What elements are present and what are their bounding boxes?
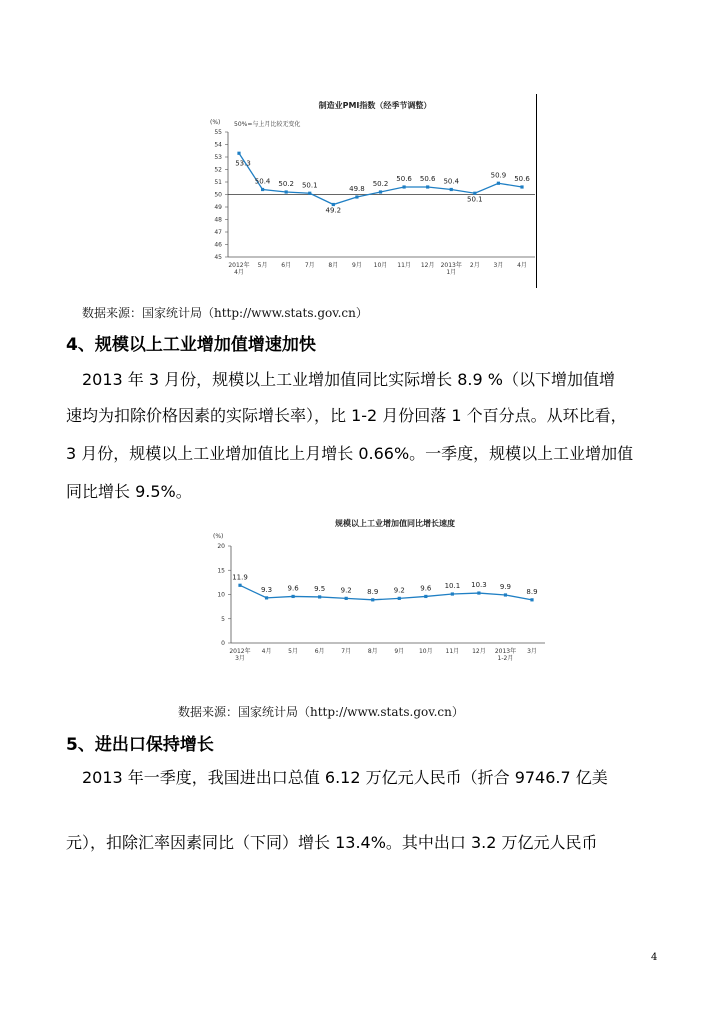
- section-heading-4: 4、规模以上工业增加值增速加快: [66, 335, 316, 355]
- industry-x-tick-label: 3月: [235, 655, 245, 662]
- pmi-y-tick-label: 55: [214, 129, 222, 136]
- pmi-data-point: [285, 190, 288, 193]
- pmi-x-tick-label: 3月: [493, 262, 504, 269]
- pmi-x-tick-label: 12月: [420, 262, 435, 269]
- paragraph-4-line-3: 3 月份，规模以上工业增加值比上月增长 0.66%。一季度，规模以上工业增加值: [66, 444, 634, 463]
- paragraph-4-line-1: 2013 年 3 月份，规模以上工业增加值同比实际增长 8.9 %（以下增加值增: [66, 370, 615, 389]
- industry-data-label: 9.6: [287, 584, 299, 593]
- pmi-y-tick-label: 54: [214, 141, 222, 149]
- data-source-1: 数据来源：国家统计局（http://www.stats.gov.cn）: [82, 306, 368, 320]
- industry-data-label: 9.2: [393, 586, 405, 595]
- pmi-data-point: [402, 185, 405, 188]
- pmi-y-tick-label: 46: [214, 241, 222, 249]
- industry-data-point: [424, 595, 427, 598]
- industry-x-tick-label: 8月: [367, 648, 378, 655]
- pmi-x-tick-label: 9月: [352, 262, 362, 269]
- industry-data-point: [504, 593, 507, 596]
- industry-data-label: 9.2: [340, 586, 352, 595]
- pmi-x-tick-label: 7月: [304, 262, 315, 269]
- pmi-y-tick-label: 51: [214, 179, 222, 186]
- pmi-data-label: 50.2: [278, 180, 294, 188]
- industry-data-point: [371, 598, 374, 601]
- pmi-x-tick-label: 8月: [328, 262, 339, 269]
- pmi-data-point: [261, 188, 264, 191]
- industry-y-tick-label: 10: [217, 591, 225, 599]
- industry-y-tick-label: 0: [221, 640, 225, 647]
- industry-x-tick-label: 10月: [418, 648, 433, 655]
- industry-x-tick-label: 3月: [527, 648, 537, 655]
- industry-x-tick-label: 12月: [472, 648, 486, 655]
- industry-x-tick-label: 11月: [445, 648, 460, 655]
- paragraph-4-line-4: 同比增长 9.5%。: [66, 482, 192, 501]
- pmi-data-point: [379, 190, 382, 193]
- pmi-y-tick-label: 52: [214, 166, 222, 174]
- industry-data-label: 9.5: [314, 584, 326, 593]
- industry-x-tick-label: 2013年: [494, 648, 517, 655]
- industry-data-label: 10.3: [471, 581, 487, 590]
- industry-chart: [200, 510, 560, 690]
- pmi-data-label: 53.3: [235, 159, 251, 168]
- industry-data-label: 8.9: [367, 587, 379, 596]
- pmi-x-tick-label: 4月: [234, 269, 244, 276]
- pmi-y-tick-label: 47: [214, 229, 222, 236]
- section-heading-5: 5、进出口保持增长: [66, 735, 214, 755]
- pmi-data-label: 49.8: [349, 185, 365, 193]
- industry-data-point: [238, 584, 241, 587]
- pmi-data-label: 50.6: [419, 175, 436, 183]
- industry-data-label: 9.3: [260, 585, 273, 594]
- industry-data-point: [265, 596, 268, 599]
- industry-x-tick-label: 5月: [288, 648, 299, 655]
- industry-data-point: [291, 595, 294, 598]
- pmi-data-label: 50.1: [467, 195, 483, 204]
- pmi-y-tick-label: 53: [214, 154, 222, 161]
- pmi-x-tick-label: 11月: [397, 262, 411, 269]
- industry-series-line: [240, 582, 532, 600]
- industry-title: 规模以上工业增加值同比增长速度: [335, 519, 455, 528]
- pmi-data-label: 50.1: [301, 181, 318, 190]
- industry-data-point: [451, 592, 454, 595]
- pmi-x-tick-label: 2013年: [440, 262, 462, 269]
- pmi-data-label: 50.9: [490, 171, 507, 180]
- industry-data-point: [398, 597, 401, 600]
- pmi-x-tick-label: 1月: [446, 269, 457, 276]
- pmi-y-tick-label: 45: [214, 254, 222, 261]
- pmi-x-tick-label: 6月: [281, 262, 292, 269]
- page-number: 4: [651, 952, 658, 963]
- pmi-title: 制造业PMI指数（经季节调整）: [318, 101, 432, 110]
- industry-y-tick-label: 5: [221, 615, 225, 623]
- pmi-data-point: [426, 185, 429, 188]
- pmi-x-tick-label: 2012年: [228, 262, 250, 269]
- industry-x-tick-label: 2012年: [229, 648, 251, 655]
- pmi-x-tick-label: 5月: [257, 262, 268, 269]
- pmi-data-label: 49.2: [325, 206, 342, 215]
- pmi-data-point: [355, 195, 358, 198]
- industry-data-label: 9.6: [420, 584, 432, 593]
- industry-data-label: 9.9: [499, 582, 512, 591]
- industry-y-tick-label: 20: [217, 543, 225, 550]
- pmi-x-tick-label: 2月: [469, 262, 480, 269]
- pmi-data-point: [450, 188, 453, 191]
- industry-chart-svg: [200, 510, 560, 690]
- industry-unit-label: (%): [213, 533, 224, 540]
- industry-y-tick-label: 15: [217, 567, 225, 575]
- paragraph-5-line-1: 2013 年一季度，我国进出口总值 6.12 万亿元人民币（折合 9746.7 亿美: [66, 768, 608, 787]
- pmi-x-tick-label: 10月: [373, 262, 388, 269]
- pmi-y-tick-label: 49: [214, 204, 222, 211]
- industry-x-tick-label: 9月: [394, 648, 405, 655]
- pmi-y-tick-label: 48: [214, 216, 222, 224]
- paragraph-5-line-2: 元），扣除汇率因素同比（下同）增长 13.4%。其中出口 3.2 万亿元人民币: [66, 833, 598, 852]
- industry-x-tick-label: 7月: [341, 648, 352, 655]
- industry-x-tick-label: 1-2月: [497, 655, 514, 662]
- pmi-chart-svg: [200, 94, 540, 290]
- pmi-data-label: 50.6: [514, 175, 530, 183]
- industry-data-label: 11.9: [232, 573, 248, 582]
- industry-data-point: [345, 597, 348, 600]
- pmi-x-tick-label: 4月: [517, 262, 527, 269]
- pmi-data-point: [520, 185, 523, 188]
- industry-data-label: 8.9: [526, 587, 538, 596]
- paragraph-4-line-2: 速均为扣除价格因素的实际增长率），比 1-2 月份回落 1 个百分点。从环比看，: [66, 406, 627, 425]
- pmi-data-label: 50.4: [254, 177, 271, 186]
- industry-data-point: [530, 598, 533, 601]
- industry-data-point: [318, 595, 321, 598]
- data-source-2: 数据来源：国家统计局（http://www.stats.gov.cn）: [178, 705, 464, 719]
- pmi-y-tick-label: 50: [214, 191, 222, 199]
- pmi-data-point: [308, 192, 311, 195]
- pmi-data-label: 50.6: [396, 175, 412, 183]
- industry-x-tick-label: 4月: [261, 648, 272, 655]
- pmi-data-point: [497, 182, 500, 185]
- pmi-data-label: 50.4: [443, 177, 460, 186]
- industry-x-tick-label: 6月: [314, 648, 325, 655]
- industry-data-label: 10.1: [444, 582, 461, 591]
- pmi-chart: [200, 94, 540, 290]
- pmi-data-point: [237, 152, 240, 155]
- pmi-data-label: 50.2: [372, 180, 389, 188]
- pmi-unit-label: (%): [210, 119, 221, 126]
- industry-data-point: [477, 591, 480, 594]
- pmi-reference-label: 50%=与上月比较无变化: [234, 121, 301, 128]
